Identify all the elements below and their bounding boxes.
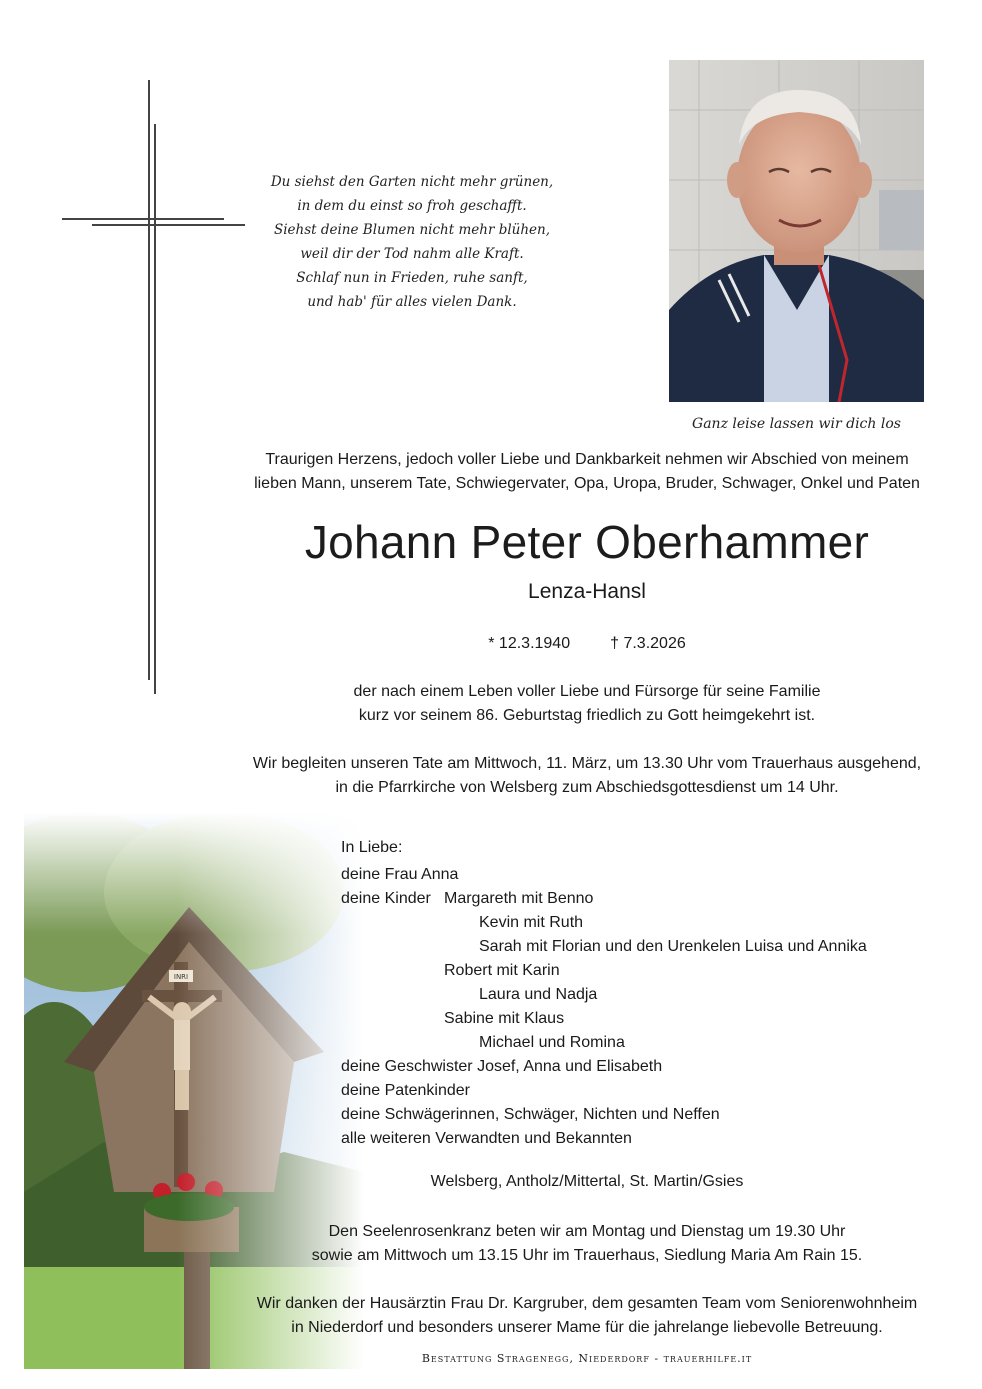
- death-date: † 7.3.2026: [610, 635, 686, 652]
- family-grandchild: Sarah mit Florian und den Urenkelen Luisa und Annika: [479, 938, 867, 955]
- funeral-info: [232, 752, 942, 800]
- family-other: alle weiteren Verwandten und Bekannten: [341, 1130, 632, 1147]
- poem-line: und hab' für alles vielen Dank.: [307, 294, 517, 310]
- family-child: Margareth mit Benno: [444, 890, 594, 907]
- rosary-info: [232, 1220, 942, 1268]
- text-line: sowie am Mittwoch um 13.15 Uhr im Trauerhaus, Siedlung Maria Am Rain 15.: [311, 1247, 863, 1264]
- places: Welsberg, Antholz/Mittertal, St. Martin/Gsies: [430, 1173, 744, 1190]
- text-line: kurz vor seinem 86. Geburtstag friedlich zu Gott heimgekehrt ist.: [358, 707, 816, 724]
- footer-credit: Bestattung Stragenegg, Niederdorf - trauerhilfe.it: [421, 1352, 753, 1365]
- intro-text: [232, 448, 942, 496]
- text-line: in Niederdorf und besonders unserer Mame für die jahrelange liebevolle Betreuung.: [291, 1319, 883, 1336]
- family-grandchild: Michael und Romina: [479, 1034, 625, 1051]
- poem-line: Siehst deine Blumen nicht mehr blühen,: [273, 222, 551, 238]
- family-other: deine Schwägerinnen, Schwäger, Nichten und Neffen: [341, 1106, 720, 1123]
- deceased-name: Johann Peter Oberhammer: [304, 516, 870, 568]
- family-other: deine Patenkinder: [341, 1082, 470, 1099]
- text-line: der nach einem Leben voller Liebe und Fürsorge für seine Familie: [353, 683, 821, 700]
- family-other: deine Geschwister Josef, Anna und Elisabeth: [341, 1058, 663, 1075]
- thanks-text: [232, 1292, 942, 1340]
- text-line: Wir danken der Hausärztin Frau Dr. Kargruber, dem gesamten Team vom Seniorenwohnheim: [256, 1295, 918, 1312]
- text-line: Den Seelenrosenkranz beten wir am Montag und Dienstag um 19.30 Uhr: [328, 1223, 846, 1240]
- intro-line: lieben Mann, unserem Tate, Schwiegervater, Opa, Uropa, Bruder, Schwager, Onkel und Paten: [254, 475, 920, 492]
- poem-line: weil dir der Tod nahm alle Kraft.: [300, 246, 524, 262]
- text-line: Wir begleiten unseren Tate am Mittwoch, 11. März, um 13.30 Uhr vom Trauerhaus ausgehend,: [252, 755, 922, 772]
- nickname: Lenza-Hansl: [528, 580, 646, 603]
- text-line: in die Pfarrkirche von Welsberg zum Abschiedsgottesdienst um 14 Uhr.: [335, 779, 839, 796]
- family-child: Robert mit Karin: [444, 962, 560, 979]
- family-grandchild: Laura und Nadja: [479, 986, 598, 1003]
- poem-line: Schlaf nun in Frieden, ruhe sanft,: [296, 270, 528, 286]
- poem-line: in dem du einst so froh geschafft.: [297, 198, 527, 214]
- birth-date: * 12.3.1940: [488, 635, 571, 652]
- intro-line: Traurigen Herzens, jedoch voller Liebe und Dankbarkeit nehmen wir Abschied von meinem: [265, 451, 909, 468]
- wayside-cross-photo: [24, 812, 364, 1369]
- family-wife: deine Frau Anna: [341, 866, 459, 883]
- poem: [262, 170, 562, 314]
- photo-caption: Ganz leise lassen wir dich los: [692, 416, 901, 432]
- life-dates: [232, 635, 942, 653]
- poem-line: Du siehst den Garten nicht mehr grünen,: [270, 174, 554, 190]
- family-children-label: deine Kinder: [341, 890, 431, 907]
- life-summary: [232, 680, 942, 728]
- family-grandchild: Kevin mit Ruth: [479, 914, 584, 931]
- family-child: Sabine mit Klaus: [444, 1010, 565, 1027]
- family-heading: In Liebe:: [341, 839, 403, 856]
- portrait-photo: [669, 60, 924, 402]
